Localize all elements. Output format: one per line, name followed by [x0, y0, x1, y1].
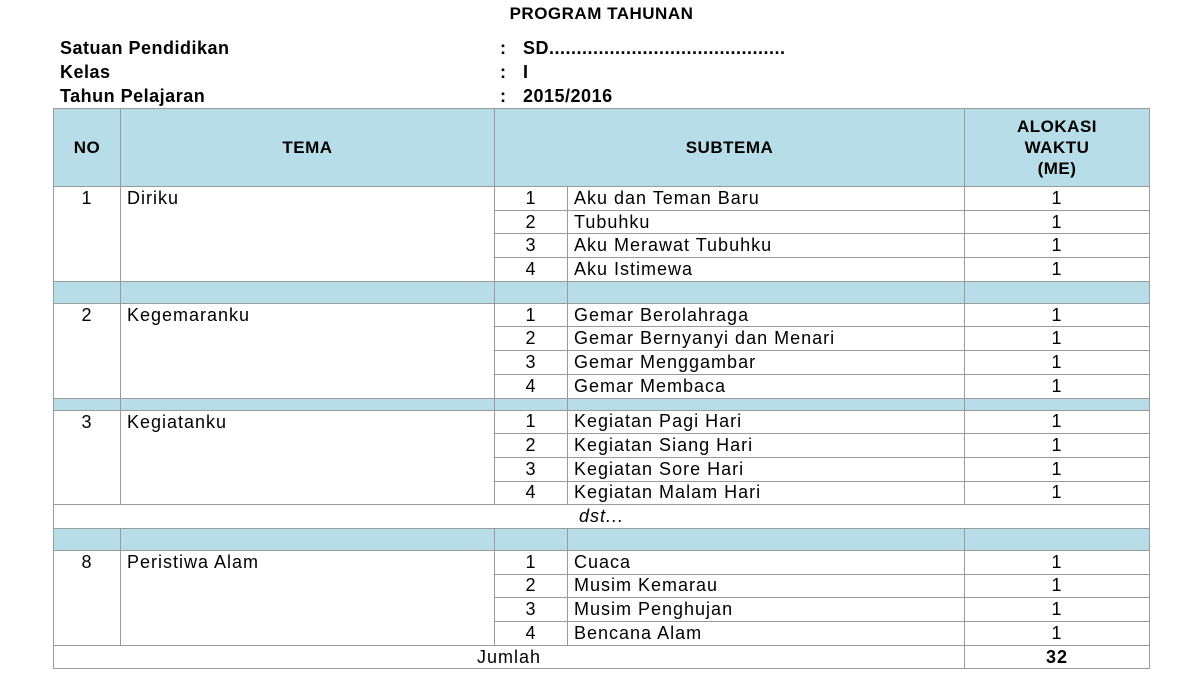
separator: :: [500, 62, 507, 82]
header-alokasi-line2: WAKTU: [1024, 138, 1090, 157]
table-row: [54, 622, 1150, 646]
subtheme-name: Musim Penghujan: [568, 598, 965, 622]
total-value: 32: [965, 645, 1150, 669]
subtheme-name: Tubuhku: [568, 210, 965, 234]
theme-name: Kegiatanku: [121, 410, 495, 434]
separator-row: [54, 528, 1150, 550]
table-row: [54, 550, 1150, 574]
total-row: [54, 645, 1150, 669]
subtheme-me: 1: [965, 457, 1150, 481]
subtheme-me: 1: [965, 574, 1150, 598]
page-title: PROGRAM TAHUNAN: [509, 4, 694, 23]
subtheme-name: Gemar Membaca: [568, 374, 965, 398]
total-label: Jumlah: [54, 645, 965, 669]
kelas-value: I: [523, 62, 529, 82]
subtheme-name: Kegiatan Sore Hari: [568, 457, 965, 481]
subtheme-no: 4: [495, 374, 568, 398]
table-row: [54, 303, 1150, 327]
subtheme-no: 3: [495, 234, 568, 258]
subtheme-no: 2: [495, 327, 568, 351]
satuan-value: SD...........................................: [523, 38, 786, 58]
subtheme-no: 4: [495, 622, 568, 646]
table-header-row: [54, 109, 1150, 187]
subtheme-name: Kegiatan Pagi Hari: [568, 410, 965, 434]
header-subtema: SUBTEMA: [495, 109, 965, 187]
subtheme-me: 1: [965, 234, 1150, 258]
table-row: [54, 327, 1150, 351]
subtheme-name: Gemar Bernyanyi dan Menari: [568, 327, 965, 351]
table-row: [54, 574, 1150, 598]
subtheme-me: 1: [965, 351, 1150, 375]
table-row: [54, 210, 1150, 234]
subtheme-no: 3: [495, 598, 568, 622]
table-row: [54, 187, 1150, 211]
subtheme-name: Gemar Berolahraga: [568, 303, 965, 327]
subtheme-me: 1: [965, 374, 1150, 398]
table-row: [54, 481, 1150, 505]
table-row: [54, 351, 1150, 375]
subtheme-name: Aku dan Teman Baru: [568, 187, 965, 211]
separator: :: [500, 38, 507, 58]
separator-row: [54, 281, 1150, 303]
subtheme-no: 4: [495, 481, 568, 505]
subtheme-me: 1: [965, 410, 1150, 434]
satuan-label: Satuan Pendidikan: [60, 38, 230, 58]
subtheme-me: 1: [965, 303, 1150, 327]
table-row: [54, 598, 1150, 622]
header-alokasi-line1: ALOKASI: [1017, 117, 1097, 136]
subtheme-no: 1: [495, 550, 568, 574]
subtheme-no: 2: [495, 574, 568, 598]
tahun-label: Tahun Pelajaran: [60, 86, 206, 106]
header-alokasi-line3: (ME): [1037, 159, 1077, 178]
header-no: NO: [54, 109, 121, 187]
subtheme-me: 1: [965, 622, 1150, 646]
table-row: [54, 457, 1150, 481]
subtheme-no: 4: [495, 258, 568, 282]
program-table: [53, 108, 1150, 669]
subtheme-me: 1: [965, 187, 1150, 211]
subtheme-me: 1: [965, 210, 1150, 234]
ellipsis-row: [54, 505, 1150, 529]
subtheme-no: 1: [495, 410, 568, 434]
table-row: [54, 258, 1150, 282]
subtheme-me: 1: [965, 550, 1150, 574]
theme-no: 1: [54, 187, 121, 211]
table-row: [54, 434, 1150, 458]
theme-name: Diriku: [121, 187, 495, 211]
subtheme-name: Musim Kemarau: [568, 574, 965, 598]
subtheme-no: 3: [495, 457, 568, 481]
subtheme-name: Cuaca: [568, 550, 965, 574]
separator: :: [500, 86, 507, 106]
header-alokasi: [965, 109, 1150, 187]
subtheme-name: Kegiatan Siang Hari: [568, 434, 965, 458]
subtheme-name: Aku Merawat Tubuhku: [568, 234, 965, 258]
subtheme-name: Aku Istimewa: [568, 258, 965, 282]
subtheme-name: Kegiatan Malam Hari: [568, 481, 965, 505]
kelas-label: Kelas: [60, 62, 111, 82]
subtheme-no: 3: [495, 351, 568, 375]
subtheme-me: 1: [965, 434, 1150, 458]
separator-row: [54, 398, 1150, 410]
subtheme-me: 1: [965, 481, 1150, 505]
subtheme-me: 1: [965, 258, 1150, 282]
theme-name: Kegemaranku: [121, 303, 495, 327]
subtheme-no: 2: [495, 210, 568, 234]
ellipsis-text: dst...: [54, 505, 1150, 529]
subtheme-no: 1: [495, 303, 568, 327]
subtheme-no: 2: [495, 434, 568, 458]
subtheme-name: Bencana Alam: [568, 622, 965, 646]
theme-no: 3: [54, 410, 121, 434]
theme-no: 8: [54, 550, 121, 574]
theme-no: 2: [54, 303, 121, 327]
subtheme-me: 1: [965, 598, 1150, 622]
table-row: [54, 410, 1150, 434]
table-row: [54, 374, 1150, 398]
subtheme-name: Gemar Menggambar: [568, 351, 965, 375]
table-row: [54, 234, 1150, 258]
subtheme-no: 1: [495, 187, 568, 211]
subtheme-me: 1: [965, 327, 1150, 351]
tahun-value: 2015/2016: [523, 86, 613, 106]
header-tema: TEMA: [121, 109, 495, 187]
theme-name: Peristiwa Alam: [121, 550, 495, 574]
